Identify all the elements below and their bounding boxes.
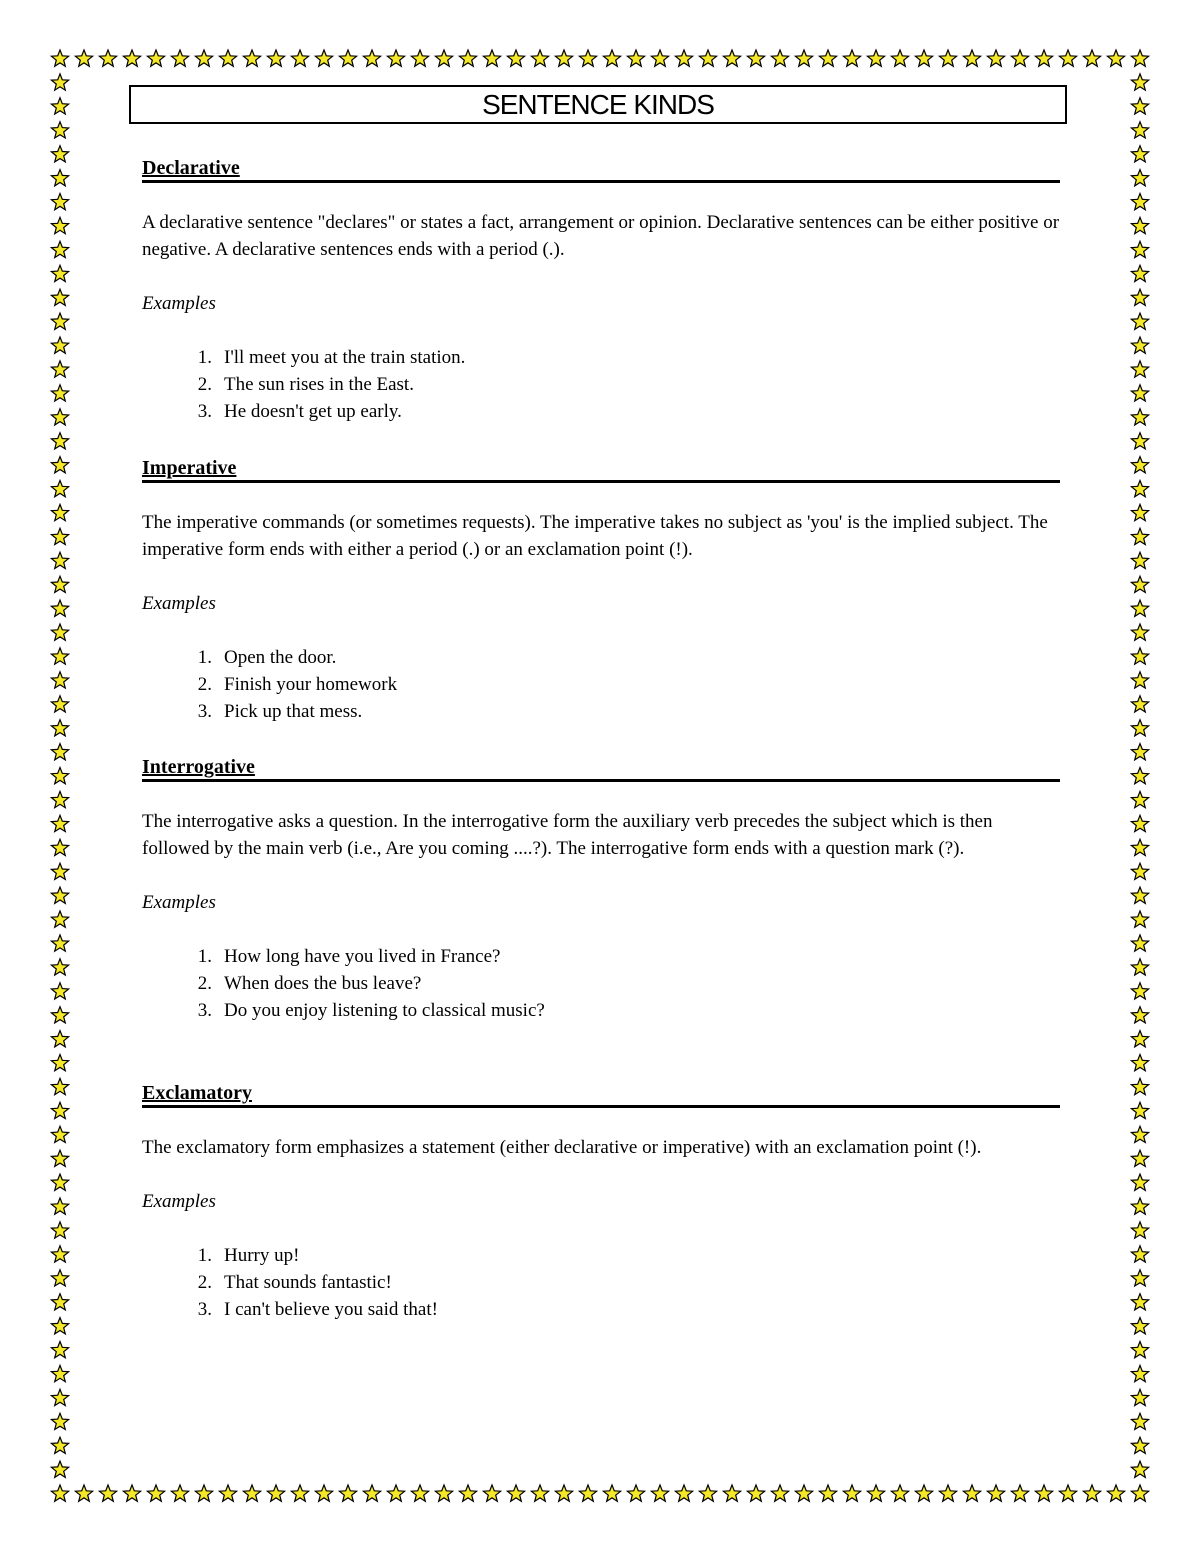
- star-icon: [51, 935, 68, 951]
- star-icon: [51, 194, 68, 210]
- star-icon: [51, 409, 68, 425]
- star-icon: [1131, 289, 1148, 305]
- section-heading: Interrogative: [142, 755, 1060, 782]
- star-icon: [699, 1485, 716, 1501]
- star-icon: [51, 1102, 68, 1118]
- star-icon: [51, 1007, 68, 1023]
- star-icon: [51, 1055, 68, 1071]
- star-icon: [1131, 1413, 1148, 1429]
- star-icon: [51, 815, 68, 831]
- star-icon: [1131, 313, 1148, 329]
- star-icon: [51, 576, 68, 592]
- star-icon: [51, 624, 68, 640]
- star-icon: [315, 1485, 332, 1501]
- star-icon: [675, 1485, 692, 1501]
- example-list: [142, 644, 1060, 725]
- star-icon: [1131, 600, 1148, 616]
- star-icon: [747, 1485, 764, 1501]
- examples-label: Examples: [142, 1191, 216, 1212]
- star-icon: [555, 50, 572, 66]
- star-icon: [51, 289, 68, 305]
- star-icon: [51, 696, 68, 712]
- star-icon: [363, 1485, 380, 1501]
- star-icon: [219, 1485, 236, 1501]
- star-icon: [579, 50, 596, 66]
- star-icon: [51, 983, 68, 999]
- star-icon: [1011, 50, 1028, 66]
- star-icon: [1131, 217, 1148, 233]
- star-icon: [1131, 744, 1148, 760]
- star-icon: [699, 50, 716, 66]
- star-icon: [123, 50, 140, 66]
- star-icon: [51, 241, 68, 257]
- star-icon: [51, 528, 68, 544]
- star-icon: [1131, 433, 1148, 449]
- star-icon: [819, 1485, 836, 1501]
- star-icon: [51, 1126, 68, 1142]
- star-icon: [171, 50, 188, 66]
- star-icon: [123, 1485, 140, 1501]
- section-imperative: [142, 456, 1060, 725]
- star-icon: [507, 50, 524, 66]
- star-icon: [963, 50, 980, 66]
- star-icon: [1131, 1270, 1148, 1286]
- star-icon: [1131, 194, 1148, 210]
- star-icon: [1035, 50, 1052, 66]
- star-icon: [51, 768, 68, 784]
- star-icon: [1131, 1485, 1148, 1501]
- star-icon: [1131, 1174, 1148, 1190]
- star-icon: [1131, 672, 1148, 688]
- star-icon: [51, 720, 68, 736]
- star-icon: [51, 1270, 68, 1286]
- star-icon: [51, 313, 68, 329]
- star-icon: [915, 1485, 932, 1501]
- list-item: 2. That sounds fantastic!: [197, 1272, 392, 1293]
- star-icon: [435, 1485, 452, 1501]
- star-icon: [99, 1485, 116, 1501]
- star-icon: [147, 50, 164, 66]
- star-icon: [1131, 98, 1148, 114]
- star-icon: [51, 385, 68, 401]
- star-icon: [915, 50, 932, 66]
- star-icon: [1107, 50, 1124, 66]
- star-icon: [387, 50, 404, 66]
- star-icon: [51, 361, 68, 377]
- star-icon: [1131, 337, 1148, 353]
- star-icon: [51, 1318, 68, 1334]
- star-icon: [51, 672, 68, 688]
- star-icon: [243, 50, 260, 66]
- star-icon: [1131, 1198, 1148, 1214]
- example-list: [142, 1242, 1060, 1323]
- star-icon: [1131, 122, 1148, 138]
- star-icon: [51, 337, 68, 353]
- star-icon: [1131, 385, 1148, 401]
- star-icon: [795, 50, 812, 66]
- star-icon: [1131, 1222, 1148, 1238]
- star-icon: [1131, 1294, 1148, 1310]
- list-item: 1. Open the door.: [197, 647, 337, 668]
- star-icon: [435, 50, 452, 66]
- star-icon: [843, 1485, 860, 1501]
- star-icon: [51, 1437, 68, 1453]
- star-icon: [1131, 1437, 1148, 1453]
- examples-label: Examples: [142, 593, 216, 614]
- star-icon: [987, 1485, 1004, 1501]
- star-icon: [891, 1485, 908, 1501]
- examples-label: Examples: [142, 892, 216, 913]
- star-icon: [1035, 1485, 1052, 1501]
- section-description: A declarative sentence "declares" or states a fact, arrangement or opinion. Declarative sentences can be either positive or negative. A declarative sentences ends with a period (.).: [142, 212, 1060, 260]
- star-icon: [1131, 863, 1148, 879]
- star-icon: [51, 1078, 68, 1094]
- star-icon: [867, 50, 884, 66]
- star-icon: [51, 146, 68, 162]
- star-icon: [1131, 576, 1148, 592]
- star-icon: [51, 98, 68, 114]
- star-icon: [1131, 1342, 1148, 1358]
- star-icon: [243, 1485, 260, 1501]
- star-icon: [1131, 361, 1148, 377]
- star-icon: [51, 1246, 68, 1262]
- list-item: 1. How long have you lived in France?: [197, 946, 501, 967]
- star-icon: [867, 1485, 884, 1501]
- star-icon: [459, 50, 476, 66]
- star-icon: [627, 50, 644, 66]
- star-icon: [771, 1485, 788, 1501]
- star-icon: [1131, 265, 1148, 281]
- star-icon: [75, 1485, 92, 1501]
- star-icon: [1131, 887, 1148, 903]
- example-list: [142, 943, 1060, 1024]
- star-icon: [987, 50, 1004, 66]
- list-item: 3. Pick up that mess.: [197, 701, 363, 722]
- star-icon: [387, 1485, 404, 1501]
- star-icon: [651, 50, 668, 66]
- star-icon: [1059, 50, 1076, 66]
- star-icon: [219, 50, 236, 66]
- star-icon: [963, 1485, 980, 1501]
- star-icon: [939, 50, 956, 66]
- star-icon: [51, 1031, 68, 1047]
- star-icon: [627, 1485, 644, 1501]
- star-icon: [723, 1485, 740, 1501]
- star-icon: [51, 959, 68, 975]
- star-icon: [747, 50, 764, 66]
- section-description: The interrogative asks a question. In the interrogative form the auxiliary verb precedes the subject which is then followed by the main verb (i.e., Are you coming ....?). The interrogative form ends with a question mark (?).: [142, 811, 993, 859]
- star-icon: [531, 1485, 548, 1501]
- star-icon: [1131, 1007, 1148, 1023]
- star-icon: [363, 50, 380, 66]
- star-icon: [1131, 74, 1148, 90]
- star-icon: [1131, 1389, 1148, 1405]
- star-icon: [147, 1485, 164, 1501]
- star-icon: [411, 50, 428, 66]
- star-icon: [267, 1485, 284, 1501]
- star-icon: [339, 50, 356, 66]
- section-declarative: [142, 156, 1060, 425]
- star-icon: [51, 170, 68, 186]
- section-heading: Declarative: [142, 156, 1060, 183]
- star-icon: [723, 50, 740, 66]
- star-icon: [51, 1342, 68, 1358]
- star-icon: [51, 74, 68, 90]
- star-icon: [51, 1413, 68, 1429]
- star-icon: [603, 1485, 620, 1501]
- star-icon: [51, 50, 68, 66]
- star-icon: [1131, 815, 1148, 831]
- section-interrogative: [142, 755, 1060, 1024]
- star-icon: [51, 122, 68, 138]
- page-title: SENTENCE KINDS: [129, 85, 1067, 124]
- section-heading: Exclamatory: [142, 1081, 1060, 1108]
- star-icon: [51, 217, 68, 233]
- star-icon: [1131, 409, 1148, 425]
- star-icon: [819, 50, 836, 66]
- star-icon: [51, 1294, 68, 1310]
- star-icon: [315, 50, 332, 66]
- star-icon: [51, 265, 68, 281]
- star-icon: [51, 504, 68, 520]
- star-icon: [411, 1485, 428, 1501]
- star-icon: [267, 50, 284, 66]
- star-icon: [1131, 839, 1148, 855]
- star-icon: [99, 50, 116, 66]
- star-icon: [531, 50, 548, 66]
- star-icon: [1131, 720, 1148, 736]
- star-icon: [1131, 1078, 1148, 1094]
- star-icon: [1131, 648, 1148, 664]
- star-icon: [51, 1365, 68, 1381]
- star-icon: [771, 50, 788, 66]
- section-description: The imperative commands (or sometimes requests). The imperative takes no subject as 'you' is the implied subject. The imperative form ends with either a period (.) or an exclamation point (!).: [142, 512, 1048, 560]
- star-icon: [1131, 1461, 1148, 1477]
- star-icon: [1131, 959, 1148, 975]
- star-icon: [675, 50, 692, 66]
- star-icon: [1131, 552, 1148, 568]
- star-icon: [51, 481, 68, 497]
- list-item: 3. He doesn't get up early.: [197, 401, 402, 422]
- section-description: The exclamatory form emphasizes a statement (either declarative or imperative) with an exclamation point (!).: [142, 1137, 982, 1158]
- star-icon: [507, 1485, 524, 1501]
- star-icon: [1131, 504, 1148, 520]
- star-icon: [51, 457, 68, 473]
- star-icon: [1131, 935, 1148, 951]
- star-icon: [1131, 791, 1148, 807]
- star-icon: [1131, 911, 1148, 927]
- star-icon: [51, 648, 68, 664]
- star-icon: [339, 1485, 356, 1501]
- star-icon: [1131, 241, 1148, 257]
- star-icon: [51, 744, 68, 760]
- star-icon: [1131, 1126, 1148, 1142]
- star-icon: [1131, 983, 1148, 999]
- star-icon: [51, 791, 68, 807]
- star-icon: [1131, 1365, 1148, 1381]
- star-icon: [291, 50, 308, 66]
- star-icon: [891, 50, 908, 66]
- star-icon: [51, 552, 68, 568]
- section-exclamatory: [142, 1081, 1060, 1323]
- star-icon: [939, 1485, 956, 1501]
- star-icon: [1083, 1485, 1100, 1501]
- star-icon: [843, 50, 860, 66]
- star-icon: [1131, 457, 1148, 473]
- star-icon: [171, 1485, 188, 1501]
- section-heading: Imperative: [142, 456, 1060, 483]
- star-icon: [483, 1485, 500, 1501]
- star-icon: [51, 839, 68, 855]
- star-icon: [75, 50, 92, 66]
- star-icon: [51, 1461, 68, 1477]
- list-item: 2. Finish your homework: [197, 674, 398, 695]
- list-item: 1. I'll meet you at the train station.: [197, 347, 466, 368]
- star-icon: [1131, 1031, 1148, 1047]
- star-icon: [195, 1485, 212, 1501]
- star-icon: [555, 1485, 572, 1501]
- star-icon: [51, 1198, 68, 1214]
- star-icon: [1131, 1102, 1148, 1118]
- star-icon: [1011, 1485, 1028, 1501]
- star-icon: [1131, 1150, 1148, 1166]
- star-icon: [291, 1485, 308, 1501]
- star-icon: [51, 1389, 68, 1405]
- star-icon: [603, 50, 620, 66]
- list-item: 2. When does the bus leave?: [197, 973, 422, 994]
- star-icon: [1083, 50, 1100, 66]
- star-icon: [1131, 696, 1148, 712]
- star-icon: [579, 1485, 596, 1501]
- list-item: 3. I can't believe you said that!: [197, 1299, 438, 1320]
- star-icon: [795, 1485, 812, 1501]
- star-icon: [1131, 1318, 1148, 1334]
- star-icon: [51, 911, 68, 927]
- star-icon: [1131, 50, 1148, 66]
- star-icon: [51, 1150, 68, 1166]
- star-icon: [51, 1222, 68, 1238]
- star-icon: [51, 600, 68, 616]
- star-icon: [51, 1485, 68, 1501]
- star-icon: [1131, 528, 1148, 544]
- star-icon: [51, 1174, 68, 1190]
- star-icon: [1059, 1485, 1076, 1501]
- list-item: 2. The sun rises in the East.: [197, 374, 414, 395]
- star-icon: [1131, 1055, 1148, 1071]
- list-item: 3. Do you enjoy listening to classical music?: [197, 1000, 545, 1021]
- star-icon: [1131, 481, 1148, 497]
- list-item: 1. Hurry up!: [197, 1245, 300, 1266]
- star-icon: [51, 863, 68, 879]
- star-icon: [1131, 170, 1148, 186]
- star-icon: [1131, 768, 1148, 784]
- examples-label: Examples: [142, 293, 216, 314]
- star-icon: [483, 50, 500, 66]
- star-icon: [51, 887, 68, 903]
- example-list: [142, 344, 1060, 425]
- star-icon: [51, 433, 68, 449]
- star-icon: [1131, 146, 1148, 162]
- star-icon: [1131, 1246, 1148, 1262]
- star-icon: [195, 50, 212, 66]
- star-icon: [1107, 1485, 1124, 1501]
- star-icon: [651, 1485, 668, 1501]
- star-icon: [1131, 624, 1148, 640]
- star-icon: [459, 1485, 476, 1501]
